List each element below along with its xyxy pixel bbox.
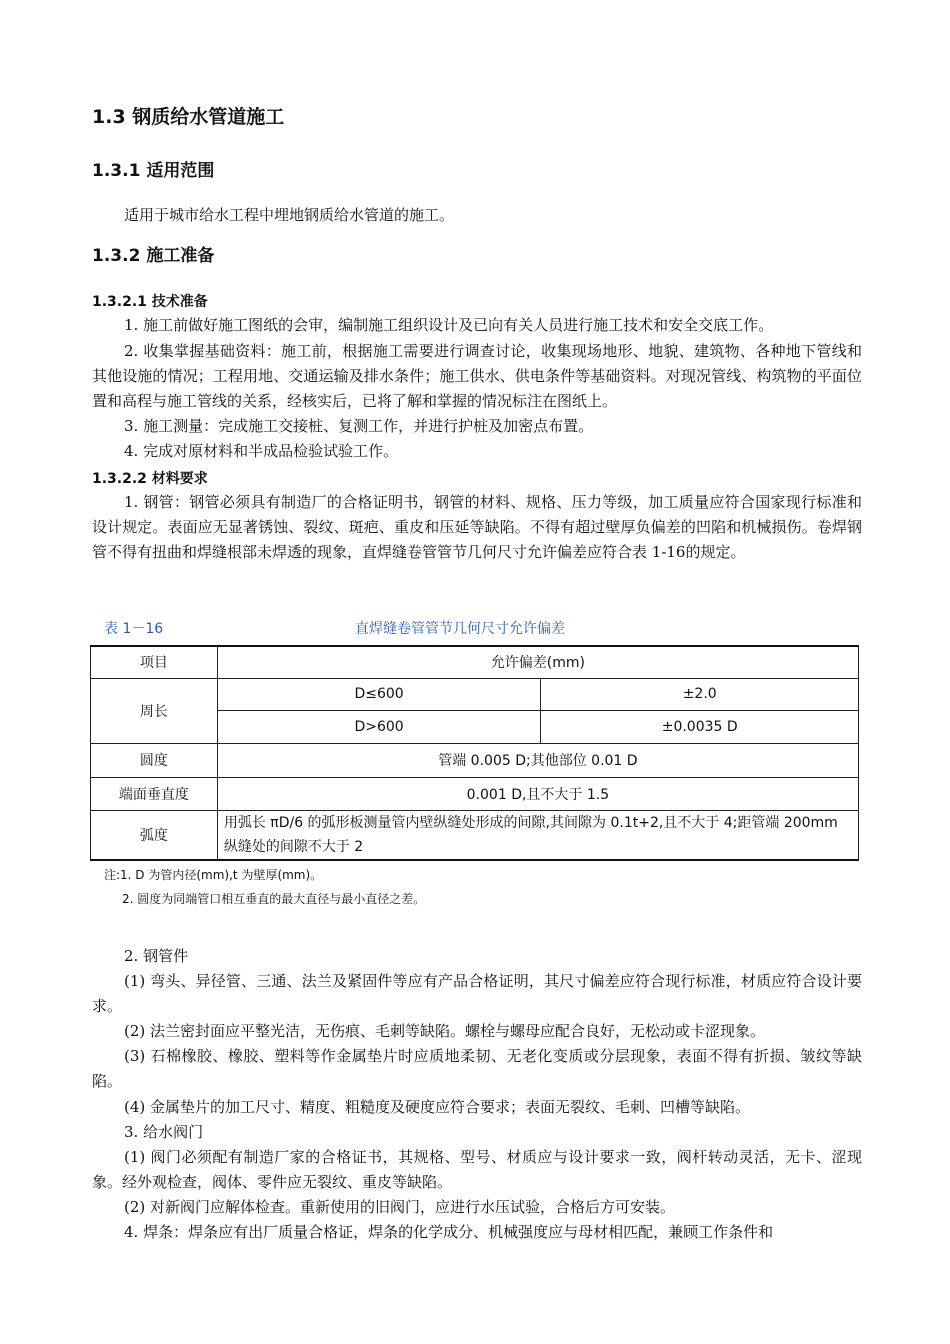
- valves-item-1: (1) 阀门必须配有制造厂家的合格证书，其规格、型号、材质应与设计要求一致，阀杆转动灵活，无卡、涩现象。经外观检查，阀体、零件应无裂纹、重皮等缺陷。: [92, 1148, 862, 1191]
- tech-item-1: 1. 施工前做好施工图纸的会审，编制施工组织设计及已向有关人员进行施工技术和安全交底工作。: [124, 316, 774, 334]
- electrode-text: 4. 焊条：焊条应有出厂质量合格证，焊条的化学成分、机械强度应与母材相匹配，兼顾工作条件和: [124, 1223, 774, 1241]
- perimeter-value: ±2.0: [541, 678, 859, 710]
- material-heading: 1.3.2.2 材料要求: [92, 471, 208, 487]
- perp-label: 端面垂直度: [91, 777, 218, 810]
- roundness-label: 圆度: [91, 743, 218, 777]
- fittings-item-2: (2) 法兰密封面应平整光洁，无伤痕、毛刺等缺陷。螺栓与螺母应配合良好，无松动或卡涩现象。: [124, 1022, 766, 1040]
- fittings-item-3: (3) 石棉橡胶、橡胶、塑料等作金属垫片时应质地柔韧、无老化变质或分层现象，表面不得有折损、皱纹等缺陷。: [92, 1047, 862, 1090]
- fittings-item-1: (1) 弯头、异径管、三通、法兰及紧固件等应有产品合格证明，其尺寸偏差应符合现行标准，材质应符合设计要求。: [92, 972, 862, 1015]
- perp-value: 0.001 D,且不大于 1.5: [217, 777, 858, 810]
- table-note-1: 注:1. D 为管内径(mm),t 为壁厚(mm)。: [104, 868, 323, 882]
- tech-item-2: 2. 收集掌握基础资料：施工前，根据施工需要进行调查讨论，收集现场地形、地貌、建筑物、各种地下管线和其他设施的情况；工程用地、交通运输及排水条件；施工供水、供电条件等基础资料。对现况管线、构筑物的平面位置和高程与施工管线的关系，经核实后，已将了解和掌握的情况标注在图纸上。: [92, 342, 862, 410]
- fittings-item-4: (4) 金属垫片的加工尺寸、精度、粗糙度及硬度应符合要求；表面无裂纹、毛刺、凹槽等缺陷。: [124, 1098, 751, 1116]
- perimeter-value: ±0.0035 D: [541, 710, 859, 743]
- table-header-row: [91, 646, 859, 678]
- section-title: 1.3 钢质给水管道施工: [92, 106, 285, 128]
- arc-label: 弧度: [91, 810, 218, 860]
- prep-heading: 1.3.2 施工准备: [92, 246, 215, 266]
- tech-heading: 1.3.2.1 技术准备: [92, 294, 208, 310]
- scope-heading: 1.3.1 适用范围: [92, 161, 215, 181]
- table-row: [91, 743, 859, 777]
- perimeter-label: 周长: [91, 678, 218, 743]
- table-row: [91, 777, 859, 810]
- roundness-value: 管端 0.005 D;其他部位 0.01 D: [217, 743, 858, 777]
- perimeter-cond: D>600: [217, 710, 541, 743]
- material-intro: 1. 钢管：钢管必须具有制造厂的合格证明书，钢管的材料、规格、压力等级，加工质量应符合国家现行标准和设计规定。表面应无显著锈蚀、裂纹、斑疤、重皮和压延等缺陷。不得有超过壁厚负偏差的凹陷和机械损伤。卷焊钢管不得有扭曲和焊缝根部未焊透的现象，直焊缝卷管管节几何尺寸允许偏差应符合表 1-16的规定。: [92, 493, 862, 561]
- tech-item-3: 3. 施工测量：完成施工交接桩、复测工作，并进行护桩及加密点布置。: [124, 417, 594, 435]
- tolerance-table: [90, 645, 859, 861]
- valves-heading: 3. 给水阀门: [124, 1123, 204, 1141]
- tech-item-4: 4. 完成对原材料和半成品检验试验工作。: [124, 442, 399, 460]
- table-row: [91, 678, 859, 710]
- header-value: 允许偏差(mm): [217, 646, 858, 678]
- table-number: 表 1－16: [104, 621, 164, 637]
- arc-value: 用弧长 πD/6 的弧形板测量管内壁纵缝处形成的间隙,其间隙为 0.1t+2,且不大于 4;距管端 200mm 纵缝处的间隙不大于 2: [217, 810, 858, 860]
- fittings-heading: 2. 钢管件: [124, 947, 189, 965]
- table-row: [91, 810, 859, 860]
- header-item: 项目: [91, 646, 218, 678]
- scope-text: 适用于城市给水工程中埋地钢质给水管道的施工。: [124, 206, 455, 224]
- table-title: 直焊缝卷管管节几何尺寸允许偏差: [355, 621, 565, 637]
- table-note-2: 2. 圆度为同端管口相互垂直的最大直径与最小直径之差。: [122, 892, 426, 906]
- perimeter-cond: D≤600: [217, 678, 541, 710]
- valves-item-2: (2) 对新阀门应解体检查。重新使用的旧阀门，应进行水压试验，合格后方可安装。: [124, 1198, 676, 1216]
